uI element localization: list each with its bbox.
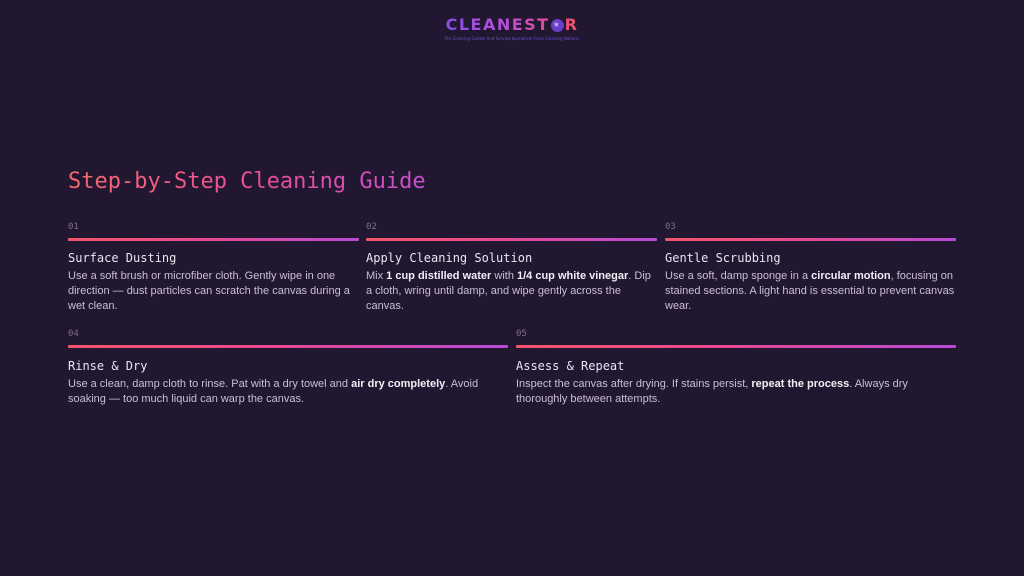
step-description <box>516 377 956 407</box>
step-description <box>68 377 508 407</box>
description-text: Use a soft brush or microfiber cloth. Gently wipe in one direction — dust particles can scratch the canvas during a wet clean. <box>68 270 350 312</box>
step-title: Surface Dusting <box>68 251 177 265</box>
step-number: 03 <box>665 222 676 232</box>
description-text: . Avoid soaking — too much liquid can warp the canvas. <box>68 378 479 405</box>
step-divider-bar <box>366 238 657 241</box>
description-text: . Always dry thoroughly between attempts. <box>516 378 908 405</box>
step-card-assess-and-repeat <box>516 328 956 407</box>
step-number: 05 <box>516 329 527 339</box>
step-divider-bar <box>665 238 956 241</box>
description-text: Inspect the canvas after drying. If stains persist, <box>516 378 752 390</box>
step-title: Apply Cleaning Solution <box>366 251 533 265</box>
logo-text-suffix: R <box>564 15 579 34</box>
step-divider-bar <box>68 345 508 348</box>
star-in-circle-icon <box>551 19 564 32</box>
step-card-surface-dusting <box>68 221 359 314</box>
description-text: Mix <box>366 270 387 282</box>
step-divider-bar <box>516 345 956 348</box>
description-text: . Dip a cloth, wring until damp, and wipe gently across the canvas. <box>366 270 651 312</box>
logo[interactable] <box>446 15 579 35</box>
step-description <box>366 269 657 314</box>
step-card-apply-cleaning-solution <box>366 221 657 314</box>
description-text: Use a soft, damp sponge in a <box>665 270 812 282</box>
emphasis-text: air dry completely <box>351 378 446 390</box>
emphasis-text: 1/4 cup white vinegar <box>517 270 629 282</box>
emphasis-text: 1 cup distilled water <box>386 270 492 282</box>
step-description <box>68 269 359 314</box>
description-text: , focusing on stained sections. A light hand is essential to prevent canvas wear. <box>665 270 955 312</box>
emphasis-text: circular motion <box>811 270 891 282</box>
logo-text-prefix: CLEANEST <box>445 15 550 34</box>
step-number: 01 <box>68 222 79 232</box>
tagline: Pro Cleaning Guides And Service Journalism From Cleaning Nations <box>444 36 580 41</box>
step-title: Gentle Scrubbing <box>665 251 781 265</box>
emphasis-text: repeat the process <box>751 378 850 390</box>
description-text: with <box>491 270 517 282</box>
step-description <box>665 269 956 314</box>
step-number: 04 <box>68 329 79 339</box>
step-title: Rinse & Dry <box>68 359 148 373</box>
step-card-gentle-scrubbing <box>665 221 956 314</box>
step-divider-bar <box>68 238 359 241</box>
description-text: Use a clean, damp cloth to rinse. Pat with a dry towel and <box>68 378 352 390</box>
page-title: Step-by-Step Cleaning Guide <box>68 166 426 198</box>
brand-header <box>0 15 1024 42</box>
step-card-rinse-and-dry <box>68 328 508 407</box>
step-title: Assess & Repeat <box>516 359 625 373</box>
step-number: 02 <box>366 222 377 232</box>
